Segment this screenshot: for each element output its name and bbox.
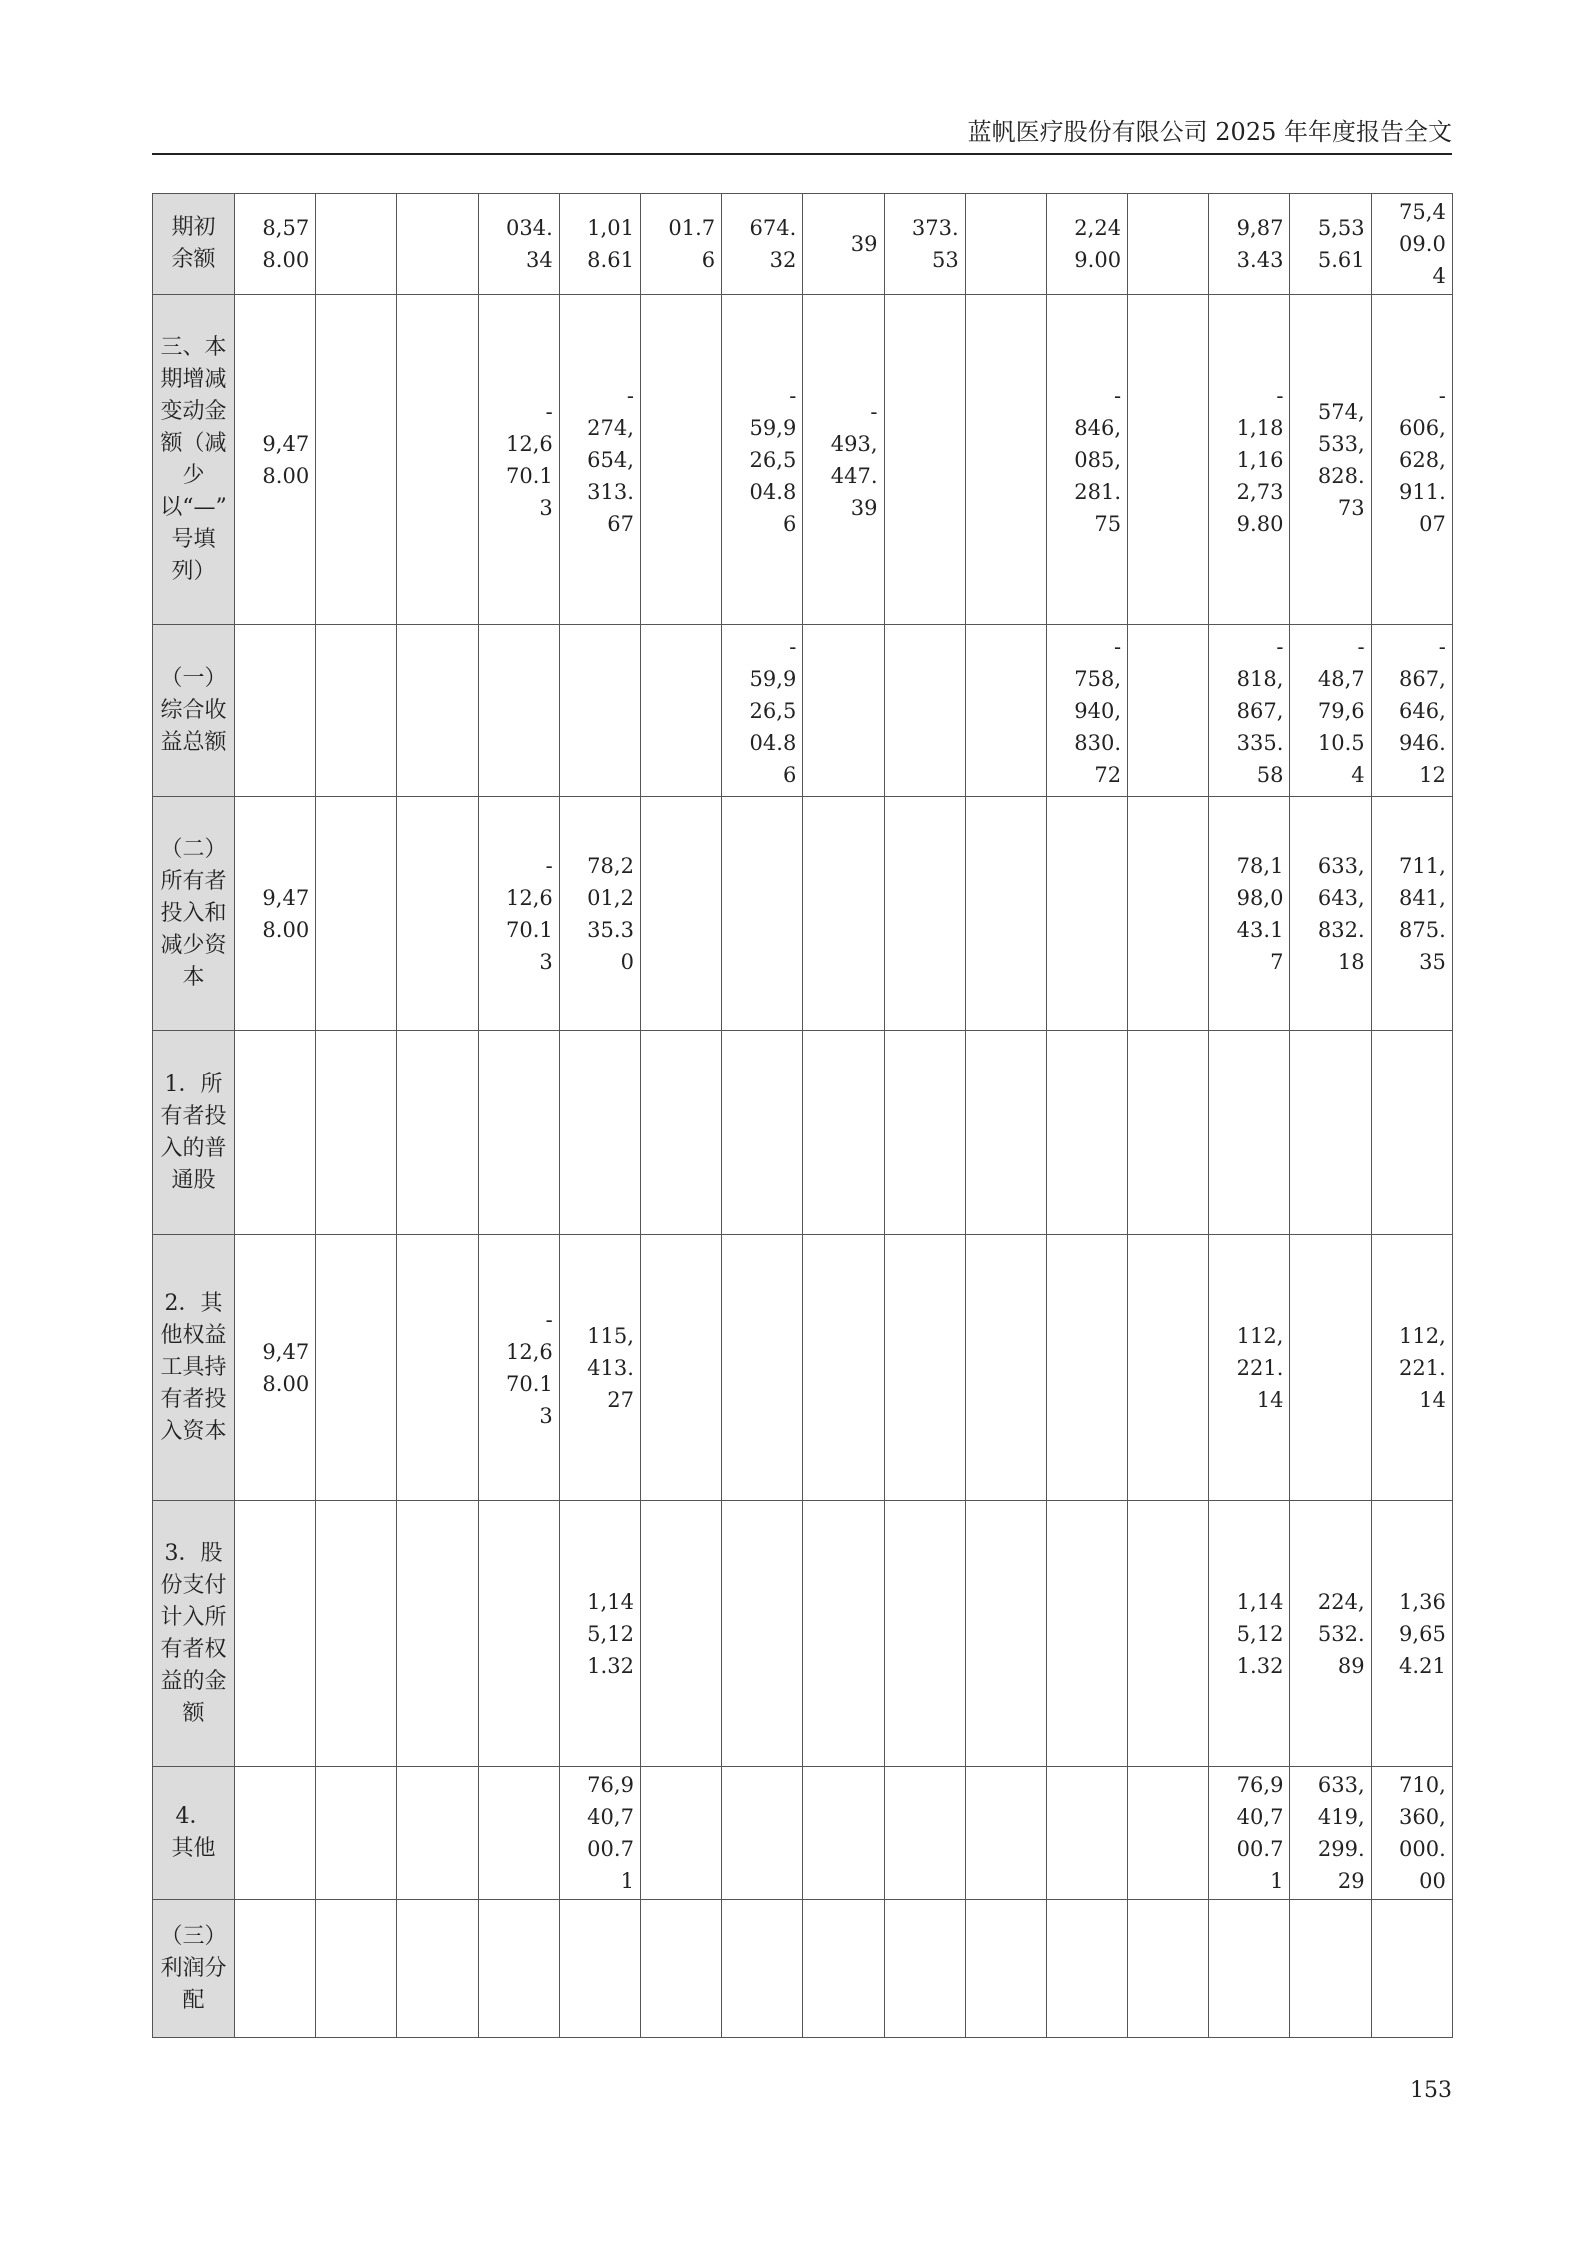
table-cell: [884, 1501, 965, 1767]
table-cell: [803, 1235, 884, 1501]
table-row: [153, 1031, 1453, 1235]
table-cell: [722, 1235, 803, 1501]
table-cell: 373. 53: [884, 194, 965, 295]
table-cell: 1,14 5,12 1.32: [559, 1501, 640, 1767]
table-cell: [640, 295, 721, 625]
table-cell: [640, 1031, 721, 1235]
table-cell: [640, 797, 721, 1031]
table-cell: 633, 419, 299. 29: [1290, 1767, 1371, 1900]
table-cell: 9,47 8.00: [235, 797, 316, 1031]
table-cell: [1046, 1767, 1127, 1900]
table-cell: [316, 1031, 397, 1235]
table-cell: 112, 221. 14: [1209, 1235, 1290, 1501]
table-cell: [803, 797, 884, 1031]
table-row: [153, 1235, 1453, 1501]
table-cell: [1209, 1031, 1290, 1235]
row-label: 4． 其他: [153, 1767, 235, 1900]
table-cell: [722, 797, 803, 1031]
table-cell: - 758, 940, 830. 72: [1046, 625, 1127, 797]
table-cell: [235, 1031, 316, 1235]
table-cell: - 818, 867, 335. 58: [1209, 625, 1290, 797]
table-cell: 224, 532. 89: [1290, 1501, 1371, 1767]
table-cell: [640, 625, 721, 797]
table-cell: 1,36 9,65 4.21: [1371, 1501, 1452, 1767]
table-cell: 711, 841, 875. 35: [1371, 797, 1452, 1031]
table-cell: [316, 625, 397, 797]
table-cell: [397, 194, 478, 295]
table-row: [153, 625, 1453, 797]
table-cell: - 274, 654, 313. 67: [559, 295, 640, 625]
table-row: [153, 295, 1453, 625]
table-cell: [478, 625, 559, 797]
table-cell: [235, 625, 316, 797]
row-label: （一）综合收益总额: [153, 625, 235, 797]
row-label: 期初 余额: [153, 194, 235, 295]
table-row: [153, 797, 1453, 1031]
table-cell: 78,2 01,2 35.3 0: [559, 797, 640, 1031]
table-cell: [884, 625, 965, 797]
table-cell: [397, 625, 478, 797]
table-cell: 115, 413. 27: [559, 1235, 640, 1501]
table-cell: [1128, 1900, 1209, 2038]
table-cell: [316, 295, 397, 625]
page-number: 153: [1410, 2078, 1452, 2103]
table-cell: [722, 1031, 803, 1235]
table-cell: [722, 1767, 803, 1900]
table-cell: [559, 1031, 640, 1235]
table-cell: [1128, 797, 1209, 1031]
table-cell: - 867, 646, 946. 12: [1371, 625, 1452, 797]
table-cell: [722, 1900, 803, 2038]
row-label: （三）利润分配: [153, 1900, 235, 2038]
table-cell: [965, 797, 1046, 1031]
table-cell: [397, 797, 478, 1031]
table-cell: [397, 1900, 478, 2038]
table-cell: [1290, 1031, 1371, 1235]
table-cell: [1128, 1501, 1209, 1767]
table-row: [153, 1900, 1453, 2038]
table-cell: [1046, 797, 1127, 1031]
row-label: 三、本期增减变动金额（减少以“—”号填列）: [153, 295, 235, 625]
table-cell: - 59,9 26,5 04.8 6: [722, 625, 803, 797]
table-cell: [235, 1900, 316, 2038]
table-cell: 574, 533, 828. 73: [1290, 295, 1371, 625]
table-cell: [1128, 625, 1209, 797]
table-cell: - 12,6 70.1 3: [478, 295, 559, 625]
table-cell: [965, 1501, 1046, 1767]
table-cell: - 1,18 1,16 2,73 9.80: [1209, 295, 1290, 625]
table-cell: [640, 1767, 721, 1900]
table-cell: 710, 360, 000. 00: [1371, 1767, 1452, 1900]
table-cell: [640, 1235, 721, 1501]
table-row: [153, 1501, 1453, 1767]
table-cell: - 59,9 26,5 04.8 6: [722, 295, 803, 625]
table-cell: [803, 1900, 884, 2038]
table-cell: [478, 1501, 559, 1767]
table-cell: [1209, 1900, 1290, 2038]
table-cell: [478, 1900, 559, 2038]
table-cell: [965, 1767, 1046, 1900]
table-cell: 39: [803, 194, 884, 295]
table-cell: [965, 1031, 1046, 1235]
table-cell: [235, 1767, 316, 1900]
table-cell: - 493, 447. 39: [803, 295, 884, 625]
table-cell: [316, 1235, 397, 1501]
row-label: （二）所有者投入和减少资本: [153, 797, 235, 1031]
table-cell: [397, 1501, 478, 1767]
table-cell: 5,53 5.61: [1290, 194, 1371, 295]
table-cell: [965, 1235, 1046, 1501]
table-cell: [965, 194, 1046, 295]
table-cell: 674. 32: [722, 194, 803, 295]
table-cell: - 846, 085, 281. 75: [1046, 295, 1127, 625]
equity-changes-table: [152, 193, 1453, 2038]
table-cell: [884, 295, 965, 625]
table-cell: 1,14 5,12 1.32: [1209, 1501, 1290, 1767]
table-cell: [1046, 1900, 1127, 2038]
row-label: 1．所有者投入的普通股: [153, 1031, 235, 1235]
table-cell: 9,87 3.43: [1209, 194, 1290, 295]
table-cell: 1,01 8.61: [559, 194, 640, 295]
table-cell: 76,9 40,7 00.7 1: [1209, 1767, 1290, 1900]
table-cell: - 606, 628, 911. 07: [1371, 295, 1452, 625]
table-cell: [1128, 1767, 1209, 1900]
table-cell: [397, 1235, 478, 1501]
table-cell: 76,9 40,7 00.7 1: [559, 1767, 640, 1900]
table-cell: [316, 194, 397, 295]
table-cell: [316, 1767, 397, 1900]
table-cell: [235, 1501, 316, 1767]
table-cell: [1128, 295, 1209, 625]
table-cell: [316, 1501, 397, 1767]
table-cell: [884, 1235, 965, 1501]
table-cell: [1046, 1031, 1127, 1235]
table-cell: 034. 34: [478, 194, 559, 295]
table-cell: 9,47 8.00: [235, 295, 316, 625]
table-cell: [803, 625, 884, 797]
table-cell: [1290, 1900, 1371, 2038]
table-cell: - 12,6 70.1 3: [478, 797, 559, 1031]
row-label: 2．其他权益工具持有者投入资本: [153, 1235, 235, 1501]
table-cell: 78,1 98,0 43.1 7: [1209, 797, 1290, 1031]
table-cell: [559, 1900, 640, 2038]
table-cell: [1128, 194, 1209, 295]
table-body: [153, 194, 1453, 2038]
table-cell: [559, 625, 640, 797]
table-cell: [397, 1031, 478, 1235]
table-cell: [965, 295, 1046, 625]
table-cell: [1371, 1031, 1452, 1235]
table-cell: [1290, 1235, 1371, 1501]
table-cell: [965, 625, 1046, 797]
table-cell: [640, 1501, 721, 1767]
table-cell: [1128, 1235, 1209, 1501]
table-cell: 633, 643, 832. 18: [1290, 797, 1371, 1031]
table-cell: [397, 295, 478, 625]
table-cell: [884, 1900, 965, 2038]
table-cell: 75,4 09.0 4: [1371, 194, 1452, 295]
table-cell: [1128, 1031, 1209, 1235]
table-cell: [640, 1900, 721, 2038]
table-cell: [316, 797, 397, 1031]
table-cell: [884, 797, 965, 1031]
table-cell: 112, 221. 14: [1371, 1235, 1452, 1501]
table-cell: [803, 1031, 884, 1235]
table-row: [153, 194, 1453, 295]
table-cell: [884, 1031, 965, 1235]
report-header: 蓝帆医疗股份有限公司 2025 年年度报告全文: [967, 118, 1452, 146]
table-cell: [316, 1900, 397, 2038]
table-cell: [965, 1900, 1046, 2038]
table-cell: [884, 1767, 965, 1900]
table-cell: 8,57 8.00: [235, 194, 316, 295]
table-cell: - 48,7 79,6 10.5 4: [1290, 625, 1371, 797]
table-cell: 01.7 6: [640, 194, 721, 295]
table-cell: [1371, 1900, 1452, 2038]
table-cell: [1046, 1235, 1127, 1501]
table-cell: [478, 1767, 559, 1900]
table-cell: [1046, 1501, 1127, 1767]
table-cell: 9,47 8.00: [235, 1235, 316, 1501]
table-cell: [803, 1767, 884, 1900]
table-cell: [722, 1501, 803, 1767]
table-cell: [478, 1031, 559, 1235]
table-cell: - 12,6 70.1 3: [478, 1235, 559, 1501]
table-row: [153, 1767, 1453, 1900]
row-label: 3．股份支付计入所有者权益的金额: [153, 1501, 235, 1767]
table-cell: 2,24 9.00: [1046, 194, 1127, 295]
table-cell: [803, 1501, 884, 1767]
table-cell: [397, 1767, 478, 1900]
header-rule: [152, 153, 1452, 155]
